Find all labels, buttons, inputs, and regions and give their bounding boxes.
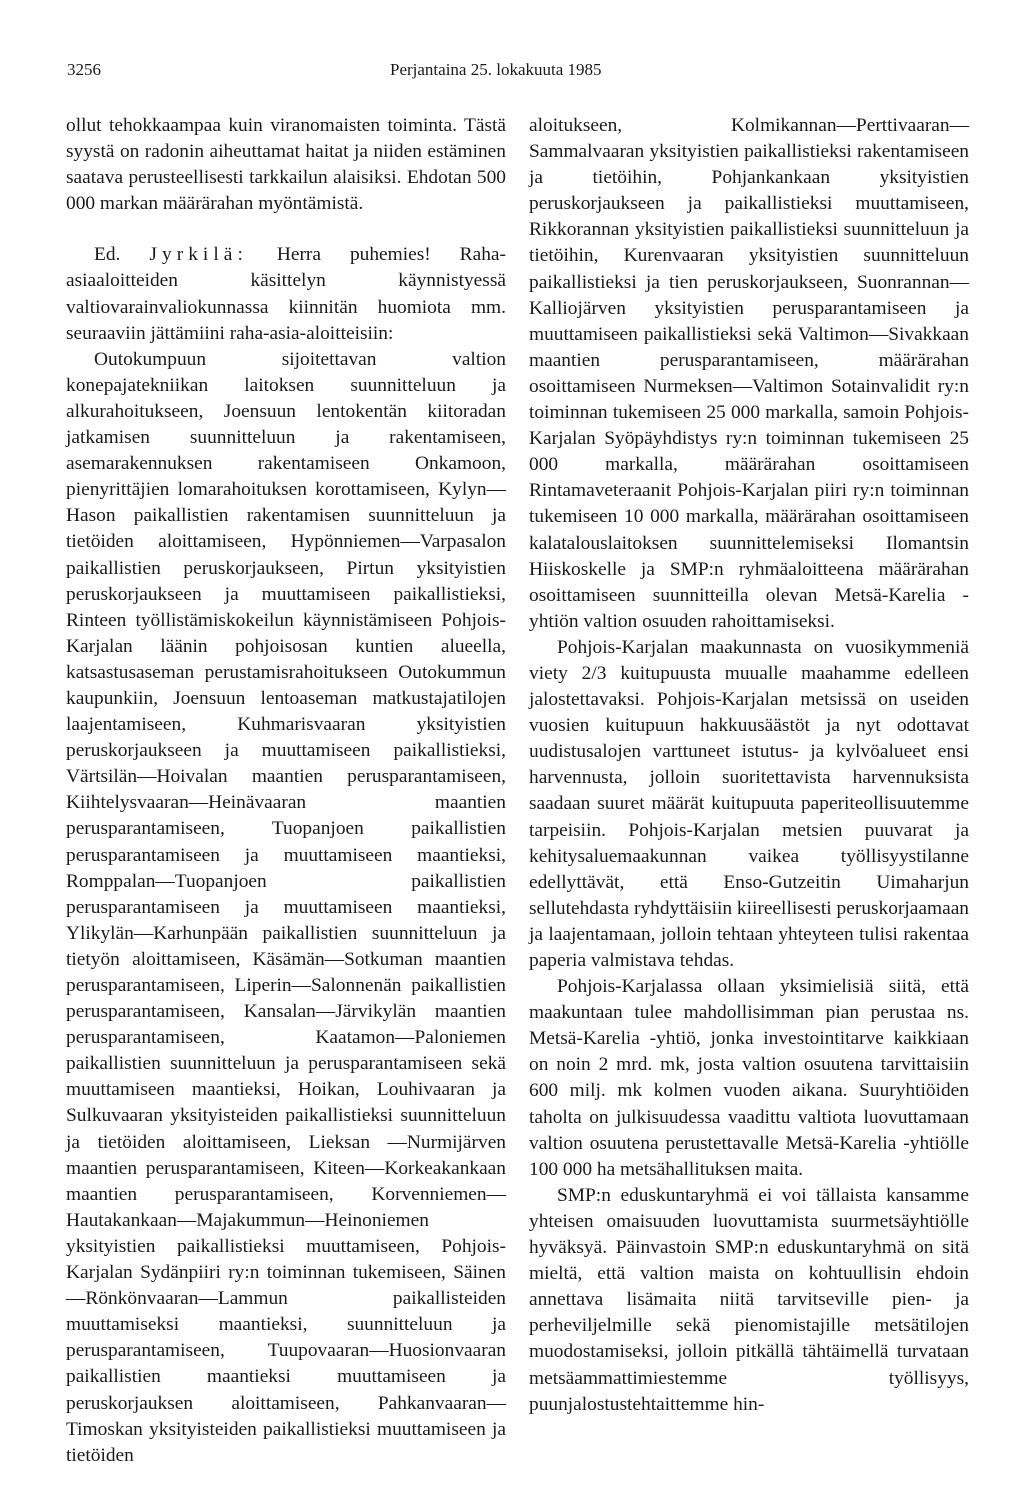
running-head: Perjantaina 25. lokakuuta 1985 [390,60,602,79]
left-column [66,113,506,1469]
right-column [529,113,969,1418]
speaker-prefix: Ed. [94,244,121,266]
speech-text: Herra puhemies! Raha-asiaaloitteiden käsittelyn käynnistyessä valtiovarainvaliokunnassa kiinnitän huomiota mm. seuraaviin jättämiini raha-asia-aloitteisiin: [66,244,506,344]
paragraph: Pohjois-Karjalan maakunnasta on vuosikymmeniä viety 2/3 kuitupuusta muualle maahamme edelleen jalostettavaksi. Pohjois-Karjalan metsissä on useiden vuosien kuitupuun hakkuusäästöt ja nyt odottavat uudistusalojen varttuneet istutus- ja kylvöalueet ensi harvennusta, jolloin suoritettavista harvennuksista saadaan suuret määrät kuitupuuta paperiteollisuutemme tarpeisiin. Pohjois-Karjalan metsien puuvarat ja kehitysaluemaakunnan vaikea työllisyystilanne edellyttävät, että Enso-Gutzeitin Uimaharjun sellutehdasta ryhdyttäisiin kiireellisesti peruskorjaamaan ja laajentamaan, jolloin tehtaan yhteyteen tulisi rakentaa paperia valmistava tehdas. [529,636,969,971]
paragraph: SMP:n eduskuntaryhmä ei voi tällaista kansamme yhteisen omaisuuden luovuttamista suurmetsäyhtiölle hyväksyä. Päinvastoin SMP:n eduskuntaryhmä on sitä mieltä, että valtion maista on kohtuullisin ehdoin annettava lisämaita niitä tarvitseville pien- ja perheviljelmille sekä pienomistajille metsätilojen muodostamiseksi, jolloin pitkällä tähtäimellä turvataan metsäammattimiestemme työllisyys, puunjalostustehtaittemme hin- [529,1184,969,1415]
page-number: 3256 [67,60,101,79]
paragraph: aloitukseen, Kolmikannan—Perttivaaran—Sammalvaaran yksityistien paikallistieksi rakentamiseen ja tietöihin, Pohjankankaan yksityistien peruskorjaukseen ja paikallistieksi muuttamiseen, Rikkorannan yksityistien paikallistieksi suunnitteluun ja tietöihin, Kurenvaaran yksityistien suunnitteluun paikallistieksi ja tien peruskorjaukseen, Suonrannan—Kalliojärven yksityistien perusparantamiseen ja muuttamiseen paikallistieksi sekä Valtimon—Sivakkaan maantien perusparantamiseen, määrärahan osoittamiseen Nurmeksen—Valtimon Sotainvalidit ry:n toiminnan tukemiseen 25 000 markalla, samoin Pohjois-Karjalan Syöpäyhdistys ry:n toiminnan tukemiseen 25 000 markalla, määrärahan osoittamiseen Rintamaveteraanit Pohjois-Karjalan piiri ry:n toiminnan tukemiseen 10 000 markalla, määrärahan osoittamiseen kalatalouslaitoksen suunnittelemiseksi Ilomantsin Hiiskoskelle ja SMP:n ryhmäaloitteena määrärahan osoittamiseen suunnitteilla olevan Metsä-Karelia -yhtiön valtion osuuden rahoittamiseksi. [529,115,969,632]
speaker-name: Jyrkilä: [149,244,248,266]
paragraph: ollut tehokkaampaa kuin viranomaisten toiminta. Tästä syystä on radonin aiheuttamat haitat ja niiden estäminen saatava perusteellisesti tarkkailun alaisiksi. Ehdotan 500 000 markan määrärahan myöntämistä. [66,115,506,215]
paragraph: Pohjois-Karjalassa ollaan yksimielisiä siitä, että maakuntaan tulee mahdollisimman pian perustaa ns. Metsä-Karelia -yhtiö, jonka investointitarve kaikkiaan on noin 2 mrd. mk, josta valtion osuutena tarvittaisiin 600 milj. mk kolmen vuoden aikana. Suuryhtiöiden taholta on julkisuudessa vaadittu valtiota luovuttamaan valtion osuutena perustettavalle Metsä-Karelia -yhtiölle 100 000 ha metsähallituksen maita. [529,976,969,1180]
paragraph: Outokumpuun sijoitettavan valtion konepajatekniikan laitoksen suunnitteluun ja alkurahoitukseen, Joensuun lentokentän kiitoradan jatkamisen suunnitteluun ja rakentamiseen, asemarakennuksen rakentamiseen Onkamoon, pienyrittäjien lomarahoituksen korottamiseen, Kylyn—Hason paikallistien rakentamisen suunnitteluun ja tietöiden aloittamiseen, Hypönniemen—Varpasalon paikallistien peruskorjaukseen, Pirtun yksityistien peruskorjaukseen ja muuttamiseen paikallistieksi, Rinteen työllistämiskokeilun käynnistämiseen Pohjois-Karjalan läänin pohjoisosan kuntien alueella, katsastusaseman perustamisrahoitukseen Outokummun kaupunkiin, Joensuun lentoaseman matkustajatilojen laajentamiseen, Kuhmarisvaaran yksityistien peruskorjaukseen ja muuttamiseen paikallistieksi, Värtsilän—Hoivalan maantien perusparantamiseen, Kiihtelysvaaran—Heinävaaran maantien perusparantamiseen, Tuopanjoen paikallistien perusparantamiseen ja muuttamiseen maantieksi, Romppalan—Tuopanjoen paikallistien perusparantamiseen ja muuttamiseen maantieksi, Ylikylän—Karhunpään paikallistien suunnitteluun ja tietyön aloittamiseen, Käsämän—Sotkuman maantien perusparantamiseen, Liperin—Salonnenän paikallistien perusparantamiseen, Kansalan—Järvikylän maantien perusparantamiseen, Kaatamon—Paloniemen paikallistien suunnitteluun ja perusparantamiseen sekä muuttamiseen maantieksi, Hoikan, Louhivaaran ja Sulkuvaaran yksityisteiden paikallistieksi suunnitteluun ja tietöiden aloittamiseen, Lieksan —Nurmijärven maantien perusparantamiseen, Kiteen—Korkeakankaan maantien perusparantamiseen, Korvenniemen—Hautakankaan—Majakummun—Heinoniemen yksityistien paikallistieksi muuttamiseen, Pohjois-Karjalan Sydänpiiri ry:n toiminnan tukemiseen, Säinen—Rönkönvaaran—Lammun paikallisteiden muuttamiseksi maantieksi, suunnitteluun ja perusparantamiseen, Tuupovaaran—Huosionvaaran paikallistien maantieksi muuttamiseen ja peruskorjauksen aloittamiseen, Pahkanvaaran—Timoskan yksityisteiden paikallistieksi muuttamiseen ja tietöiden [66,348,506,1466]
speaker-paragraph [66,242,506,346]
